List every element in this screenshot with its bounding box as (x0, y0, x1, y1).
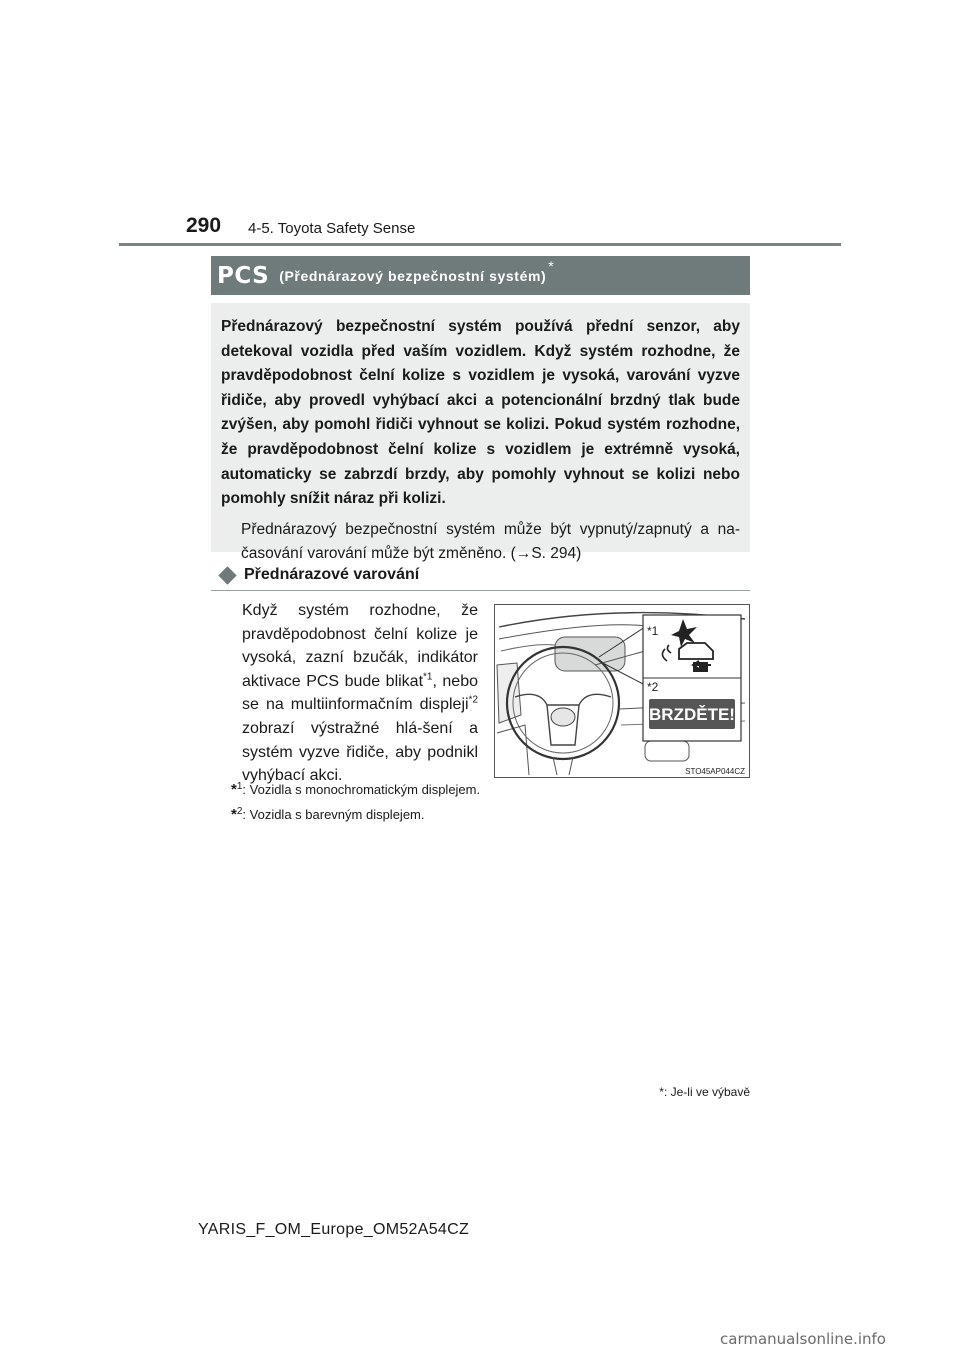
footnote-2-marker: * (231, 806, 237, 823)
brake-message: BRZDĚTE! (649, 705, 735, 724)
section-reference: 4-5. Toyota Safety Sense (248, 220, 416, 237)
footnote-1 (231, 781, 480, 798)
footnote-1-text: : Vozidla s monochromatickým displejem. (242, 782, 481, 797)
footnote-ref-2: *2 (468, 695, 478, 707)
figure-marker-2: *2 (647, 680, 659, 694)
dashboard-illustration (494, 604, 750, 778)
body-part-2: , nebo se na multiinformačním displeji (242, 672, 478, 714)
subsection-divider (211, 590, 750, 591)
footnote-ref-1: *1 (423, 671, 433, 683)
footnote-1-number: 1 (236, 781, 243, 792)
figure-code: STO45AP044CZ (685, 767, 745, 776)
subsection-heading (218, 566, 419, 584)
section-subtitle: (Přednárazový bezpečnostní systém) (279, 267, 547, 284)
dashboard-drawing (495, 605, 749, 777)
body-part-1: Když systém rozhodne, že pravděpodobnost čelní kolize je vysoká, zazní bzučák, indikátor aktivace PCS bude blikat (242, 602, 478, 690)
availability-marker: * (548, 257, 554, 274)
header-divider (119, 243, 841, 246)
footnote-2-number: 2 (236, 806, 243, 817)
body-part-3: zobrazí výstražné hlá-šení a systém vyzve řidiče, aby podnikl vyhýbací akci. (242, 719, 478, 785)
figure-marker-1: *1 (647, 624, 659, 638)
availability-note: *: Je-li ve výbavě (659, 1085, 750, 1099)
warning-body-text (242, 599, 478, 788)
intro-text: Přednárazový bezpečnostní systém používá přední senzor, aby detekoval vozidla před vaším vozidlem. Když systém rozhodne, že pravděpodobnost čelní kolize s vozidlem je vysoká, varování vyzve řidiče, aby provedl vyhýbací akci a potencionální brzdný tlak bude zvýšen, aby pomohl řidiči vyhnout se kolizi. Pokud systém rozhodne, že pravděpodobnost čelní kolize s vozidlem je extrémně vysoká, automaticky se zabrzdí brzdy, aby pomohly vyhnout se kolizi nebo pomohly snížit náraz při kolizi. (221, 318, 740, 508)
section-title: PCS (217, 262, 270, 289)
footnote-1-marker: * (231, 781, 237, 798)
watermark: carmanualsonline.info (720, 1330, 886, 1348)
subsection-heading-text: Přednárazové varování (244, 566, 420, 583)
diamond-bullet-icon (218, 566, 236, 584)
footnote-2 (231, 806, 425, 823)
intro-box (211, 303, 750, 563)
document-code: YARIS_F_OM_Europe_OM52A54CZ (198, 1221, 470, 1238)
footnote-2-text: : Vozidla s barevným displejem. (242, 807, 425, 822)
intro-note: Přednárazový bezpečnostní systém může být vypnutý/zapnutý a na-časování varování může být změněno. (→S. 294) (241, 520, 740, 563)
section-title-bar (211, 256, 750, 295)
page-number: 290 (186, 214, 222, 237)
